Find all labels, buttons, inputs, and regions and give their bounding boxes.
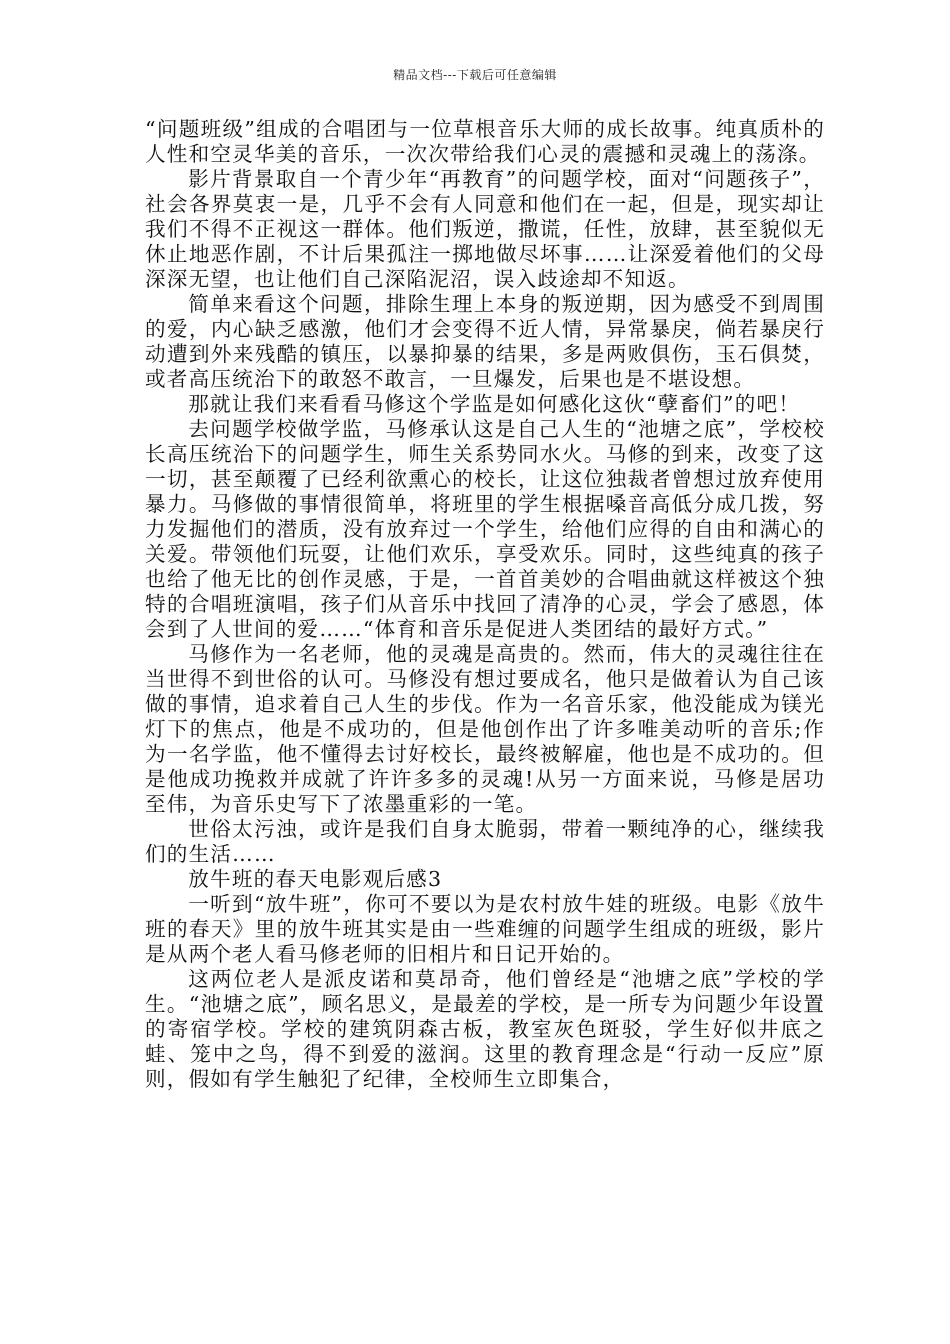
paragraph: 那就让我们来看看马修这个学监是如何感化这伙“孽畜们”的吧！	[188, 392, 801, 416]
paragraph: 影片背景取自一个青少年“再教育”的问题学校，面对“问题孩子”，社会各界莫衷一是，几乎不会有人同意和他们在一起，但是，现实却让我们不得不正视这一群体。他们叛逆，撒谎，任性，放肆，甚至貌似无休止地恶作剧，不计后果孤注一掷地做尽坏事……让深爱着他们的父母深深无望，也让他们自己深陷泥沼，误入歧途却不知返。	[145, 167, 825, 291]
paragraph: 世俗太污浊，或许是我们自身太脆弱，带着一颗纯净的心，继续我们的生活……	[145, 817, 825, 866]
document-body	[145, 117, 825, 1092]
paragraph: 这两位老人是派皮诺和莫昂奇，他们曾经是“池塘之底”学校的学生。“池塘之底”，顾名思义，是最差的学校，是一所专为问题少年设置的寄宿学校。学校的建筑阴森古板，教室灰色斑驳，学生好似井底之蛙、笼中之鸟，得不到爱的滋润。这里的教育理念是“行动一反应”原则，假如有学生触犯了纪律，全校师生立即集合，	[145, 967, 825, 1091]
paragraph: 一听到“放牛班”，你可不要以为是农村放牛娃的班级。电影《放牛班的春天》里的放牛班其实是由一些难缠的问题学生组成的班级，影片是从两个老人看马修老师的旧相片和日记开始的。	[145, 892, 825, 966]
page-header: 精品文档---下载后可任意编辑	[393, 68, 557, 82]
paragraph: 马修作为一名老师，他的灵魂是高贵的。然而，伟大的灵魂往往在当世得不到世俗的认可。马修没有想过要成名，他只是做着认为自己该做的事情，追求着自己人生的步伐。作为一名音乐家，他没能成为镁光灯下的焦点，他是不成功的，但是他创作出了许多唯美动听的音乐;作为一名学监，他不懂得去讨好校长，最终被解雇，他也是不成功的。但是他成功挽救并成就了许许多多的灵魂!从另一方面来说，马修是居功至伟，为音乐史写下了浓墨重彩的一笔。	[145, 642, 825, 816]
paragraph: 去问题学校做学监，马修承认这是自己人生的“池塘之底”，学校校长高压统治下的问题学生，师生关系势同水火。马修的到来，改变了这一切，甚至颠覆了已经利欲熏心的校长，让这位独裁者曾想过放弃使用暴力。马修做的事情很简单，将班里的学生根据嗓音高低分成几拨，努力发掘他们的潜质，没有放弃过一个学生，给他们应得的自由和满心的关爱。带领他们玩耍，让他们欢乐，享受欢乐。同时，这些纯真的孩子也给了他无比的创作灵感，于是，一首首美妙的合唱曲就这样被这个独特的合唱班演唱，孩子们从音乐中找回了清净的心灵，学会了感恩，体会到了人世间的爱……“体育和音乐是促进人类团结的最好方式。”	[145, 417, 825, 641]
paragraph: “问题班级”组成的合唱团与一位草根音乐大师的成长故事。纯真质朴的人性和空灵华美的音乐，一次次带给我们心灵的震撼和灵魂上的荡涤。	[145, 117, 825, 166]
paragraph: 简单来看这个问题，排除生理上本身的叛逆期，因为感受不到周围的爱，内心缺乏感激，他们才会变得不近人情，异常暴戾，倘若暴戾行动遭到外来残酷的镇压，以暴抑暴的结果，多是两败俱伤，玉石俱焚，或者高压统治下的敢怒不敢言，一旦爆发，后果也是不堪设想。	[145, 292, 825, 391]
section-heading: 放牛班的春天电影观后感3	[188, 867, 443, 891]
